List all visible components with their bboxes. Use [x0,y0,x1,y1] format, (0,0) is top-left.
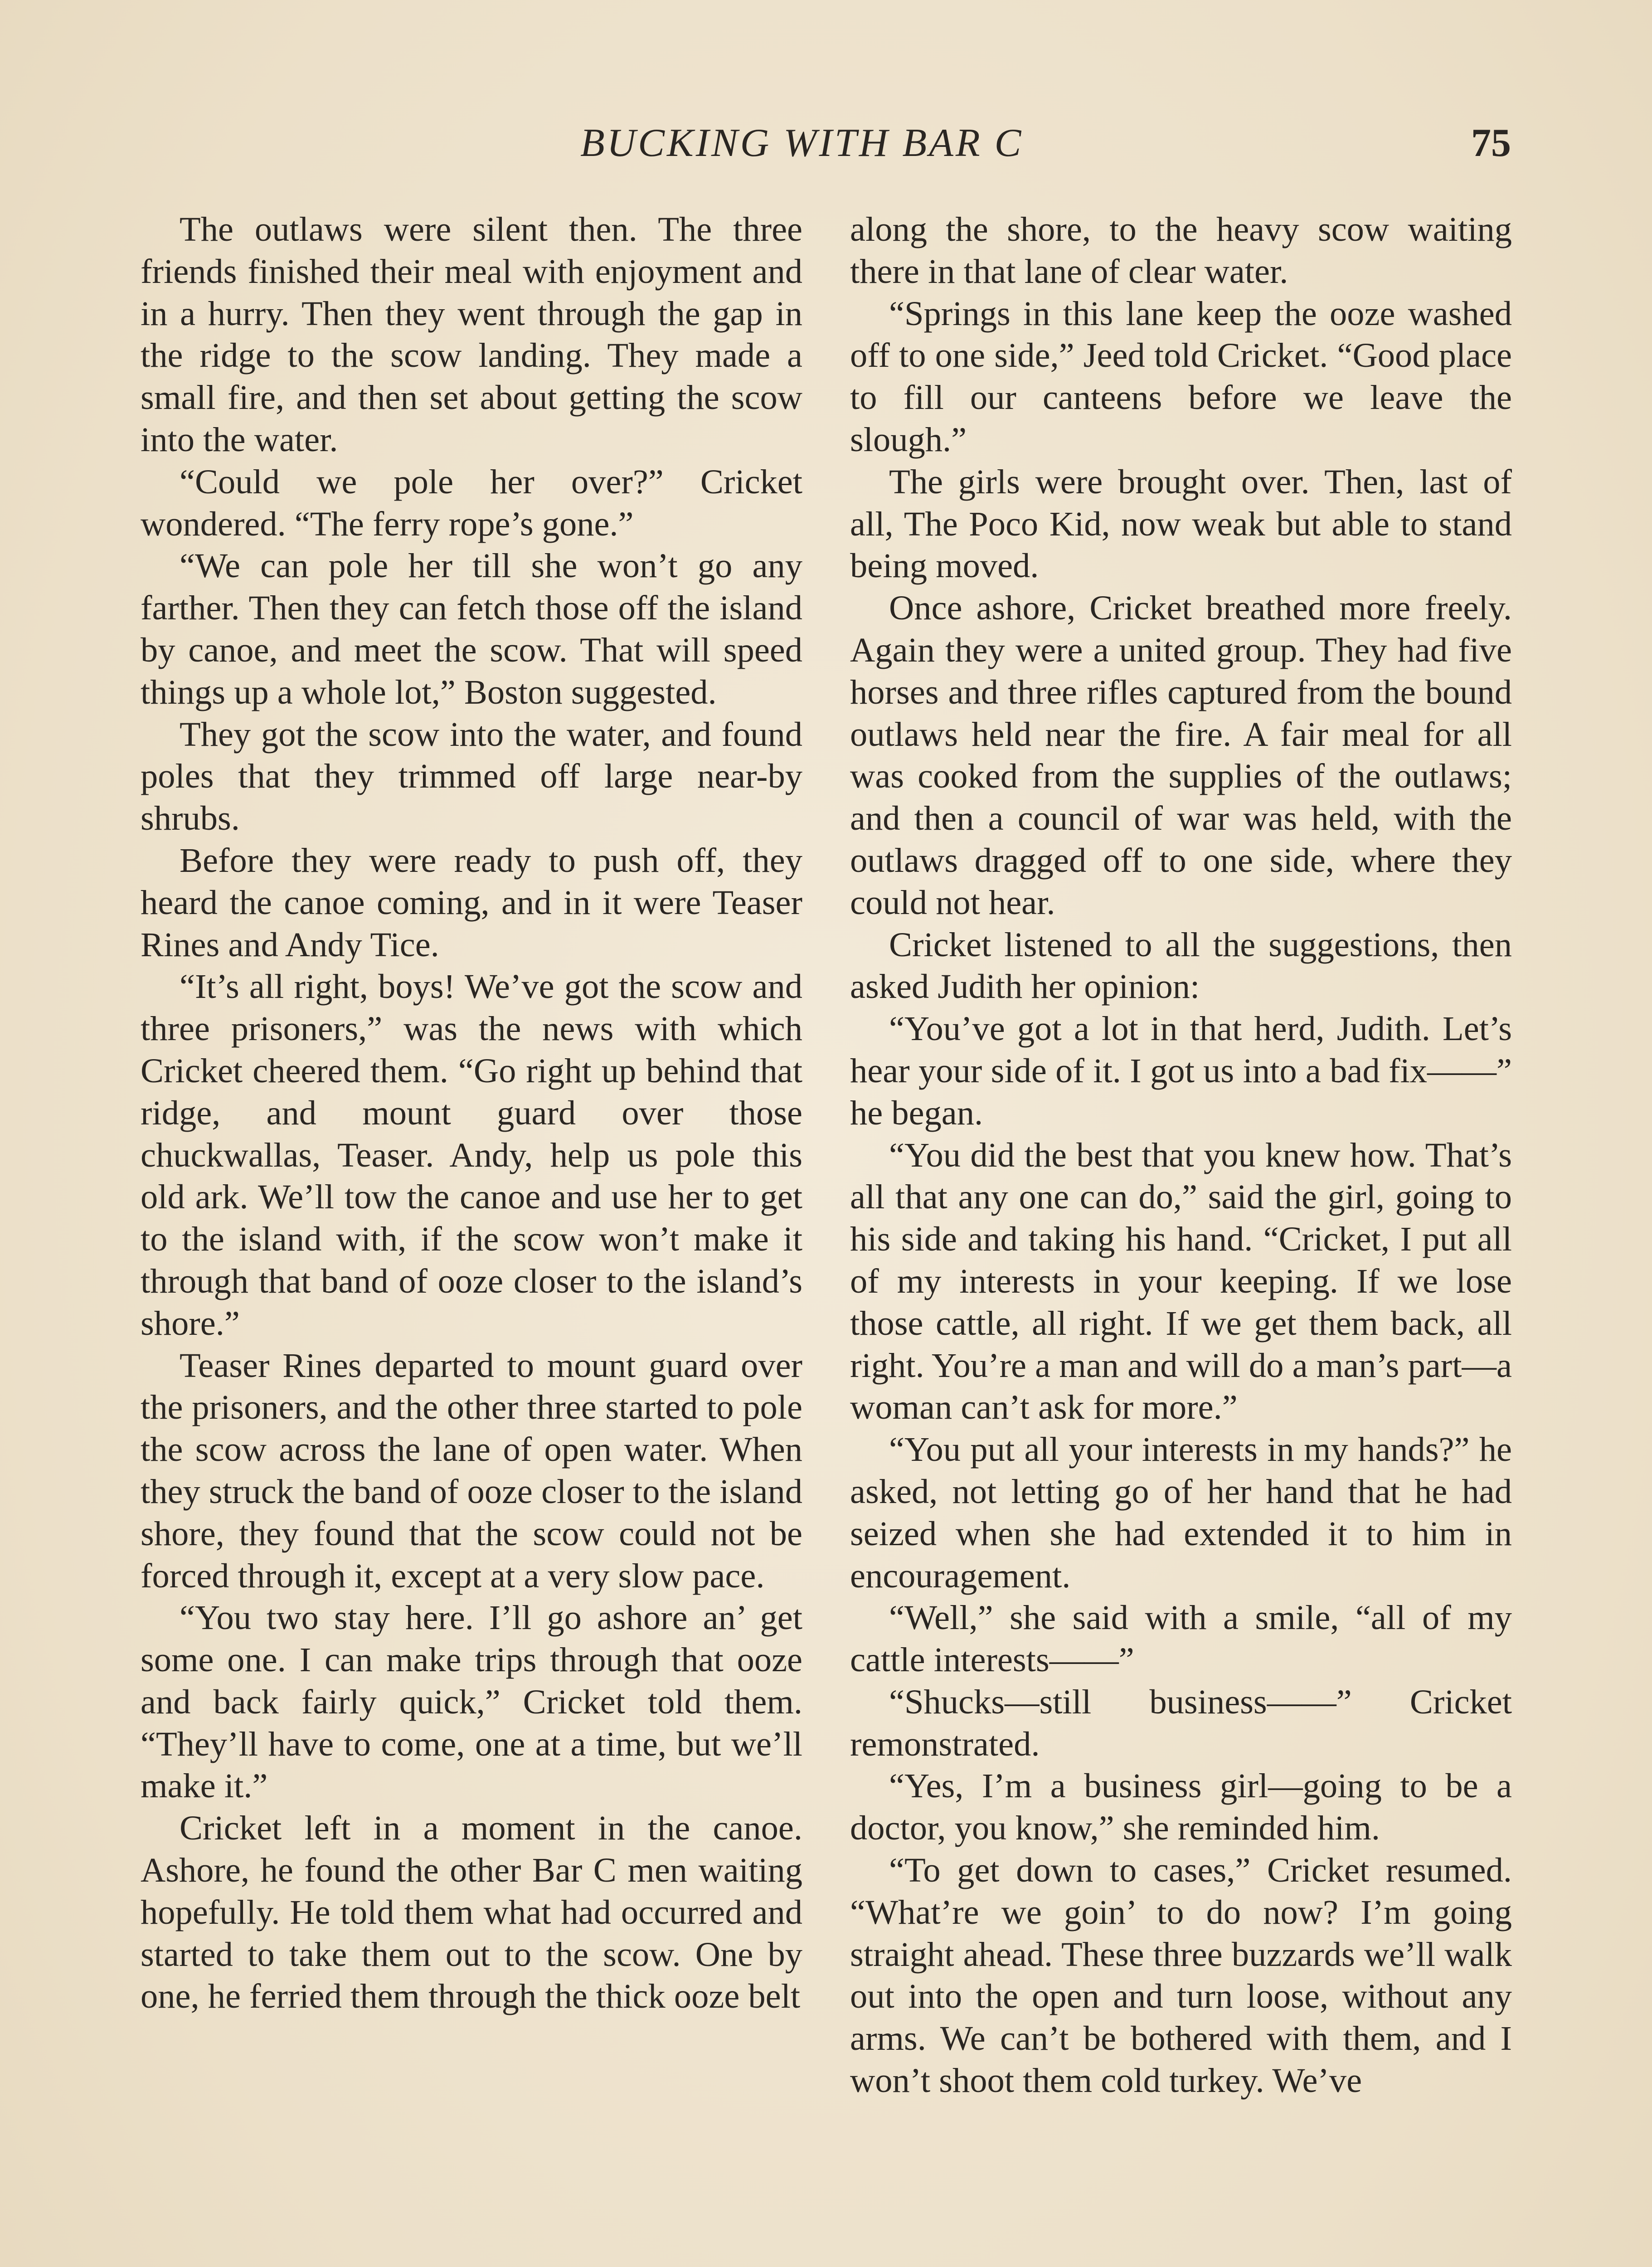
paragraph: They got the scow into the water, and found poles that they trimmed off large near-by shrubs. [141,715,802,838]
paragraph: “You put all your interests in my hands?” he asked, not letting go of her hand that he had seized when she had extended it to him in encouragement. [850,1430,1512,1595]
page-number: 75 [1471,121,1511,165]
paragraph: Cricket listened to all the suggestions, then asked Judith her opinion: [850,925,1512,1006]
paragraph: “It’s all right, boys! We’ve got the scow and three prisoners,” was the news with which Cricket cheered them. “Go right up behind that ridge, and mount guard over those chuckwallas, Teaser. Andy, help us pole this old ark. We’ll tow the canoe and use her to get to the island with, if the scow won’t make it through that band of ooze closer to the island’s shore.” [141,967,802,1343]
paragraph: “You’ve got a lot in that herd, Judith. Let’s hear your side of it. I got us into a bad fix——” he began. [850,1009,1512,1132]
paragraph: “Shucks—still business——” Cricket remonstrated. [850,1682,1512,1763]
paragraph: Cricket left in a moment in the canoe. Ashore, he found the other Bar C men waiting hopefully. He told them what had occurred and started to take them out to the scow. One by one, he ferried them through the thick ooze belt [141,1809,802,2016]
paragraph: “Could we pole her over?” Cricket wondered. “The ferry rope’s gone.” [141,462,802,543]
page-header [0,120,1652,179]
paragraph: Teaser Rines departed to mount guard over the prisoners, and the other three started to pole the scow across the lane of open water. When they struck the band of ooze closer to the island shore, they found that the scow could not be forced through it, except at a very slow pace. [141,1346,802,1595]
paragraph: along the shore, to the heavy scow waiting there in that lane of clear water. [850,210,1512,291]
paragraph: The outlaws were silent then. The three friends finished their meal with enjoyment and in a hurry. Then they went through the gap in the ridge to the scow landing. They made a small fire, and then set about getting the scow into the water. [141,210,802,459]
paragraph: Once ashore, Cricket breathed more freely. Again they were a united group. They had five horses and three rifles captured from the bound outlaws held near the fire. A fair meal for all was cooked from the supplies of the outlaws; and then a council of war was held, with the outlaws dragged off to one side, where they could not hear. [850,589,1512,922]
left-text-column [141,209,802,2018]
paragraph: “To get down to cases,” Cricket resumed. “What’re we goin’ to do now? I’m going straight ahead. These three buzzards we’ll walk out into the open and turn loose, without any arms. We can’t be bothered with them, and I won’t shoot them cold turkey. We’ve [850,1851,1512,2100]
paragraph: “Yes, I’m a business girl—going to be a doctor, you know,” she reminded him. [850,1766,1512,1848]
right-text-column [850,209,1512,2102]
running-head: BUCKING WITH BAR C [580,121,1024,165]
paragraph: Before they were ready to push off, they heard the canoe coming, and in it were Teaser Rines and Andy Tice. [141,841,802,964]
paragraph: The girls were brought over. Then, last of all, The Poco Kid, now weak but able to stand being moved. [850,462,1512,585]
paragraph: “Well,” she said with a smile, “all of my cattle interests——” [850,1598,1512,1679]
paragraph: “Springs in this lane keep the ooze washed off to one side,” Jeed told Cricket. “Good place to fill our canteens before we leave the slough.” [850,294,1512,459]
paragraph: “You did the best that you knew how. That’s all that any one can do,” said the girl, going to his side and taking his hand. “Cricket, I put all of my interests in your keeping. If we lose those cattle, all right. If we get them back, all right. You’re a man and will do a man’s part—a woman can’t ask for more.” [850,1135,1512,1427]
paragraph: “We can pole her till she won’t go any farther. Then they can fetch those off the island by canoe, and meet the scow. That will speed things up a whole lot,” Boston suggested. [141,546,802,711]
paragraph: “You two stay here. I’ll go ashore an’ get some one. I can make trips through that ooze and back fairly quick,” Cricket told them. “They’ll have to come, one at a time, but we’ll make it.” [141,1598,802,1805]
